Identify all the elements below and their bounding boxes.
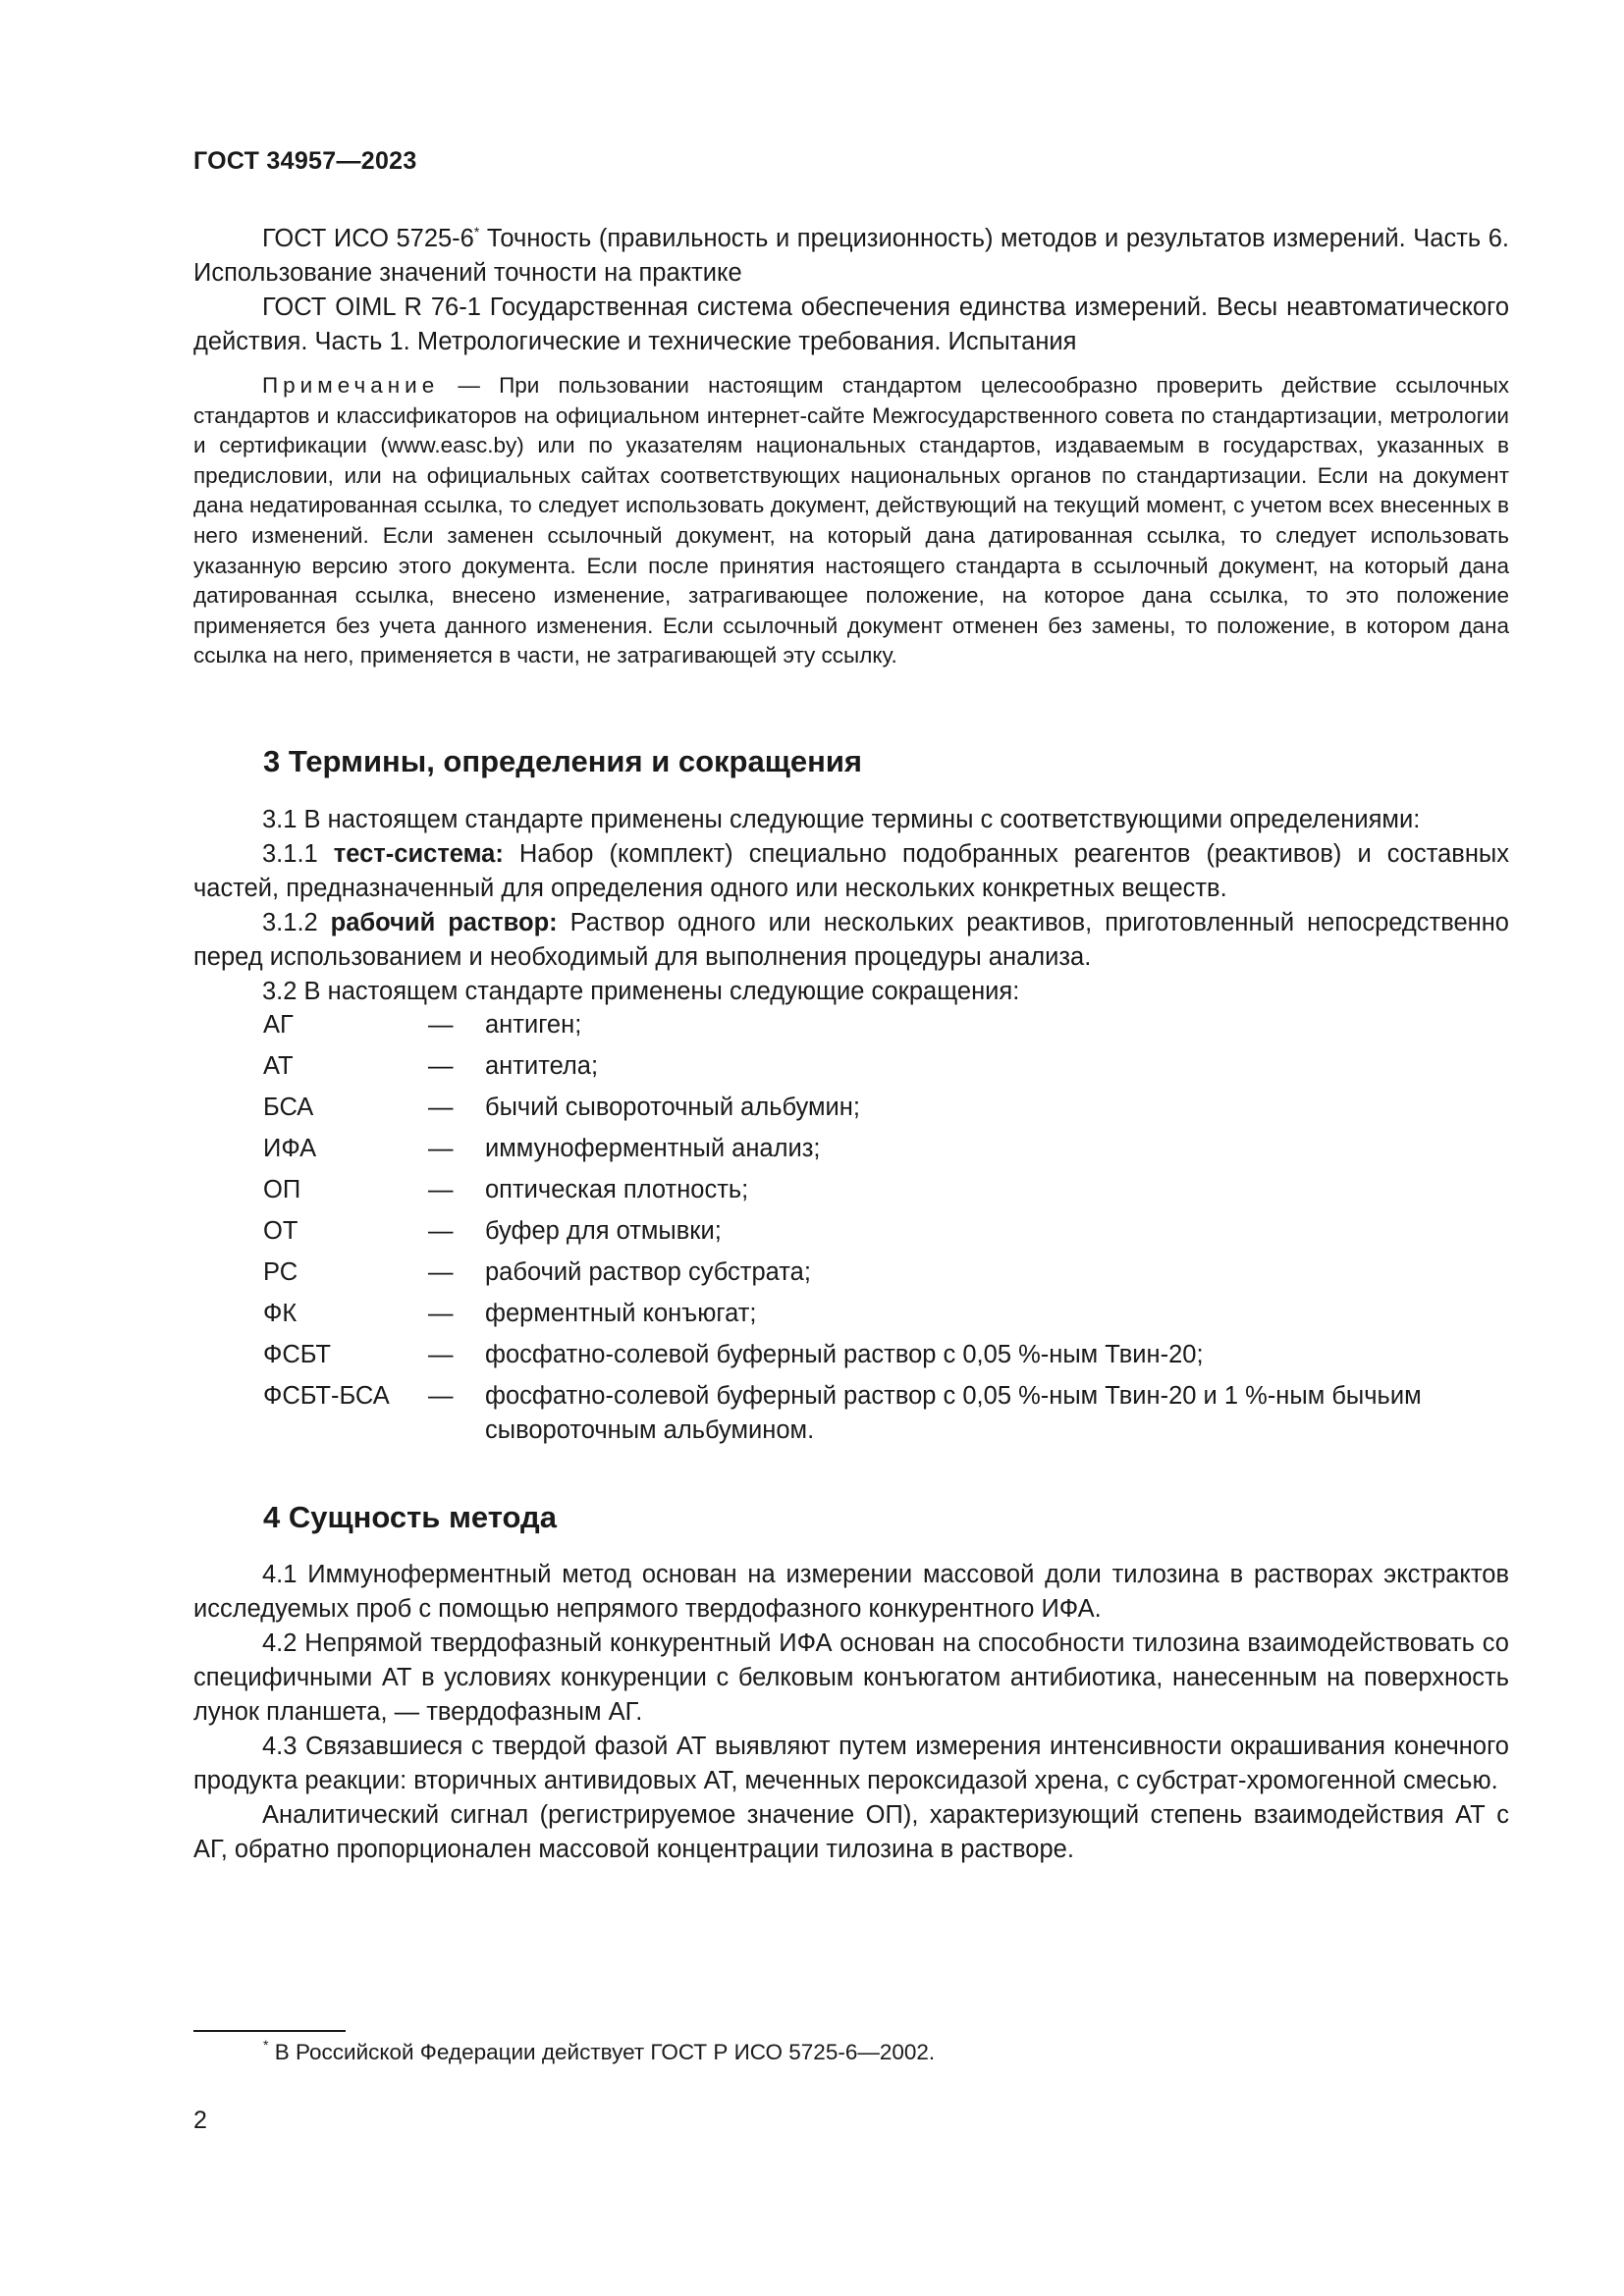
abbreviation-dash: — (428, 1382, 454, 1410)
abbreviation-row (263, 1008, 1520, 1042)
abbreviation-definition: фосфатно-солевой буферный раствор с 0,05 %-ным Твин-20 и 1 %-ным бычьим сывороточным альбумином. (485, 1382, 1422, 1444)
reference-code: ГОСТ ИСО 5725-6 (262, 225, 474, 252)
abbreviation-term: ФК (263, 1300, 298, 1327)
normative-references (193, 222, 1509, 359)
paragraph-4-4: Аналитический сигнал (регистрируемое значение ОП), характеризующий степень взаимодействия АТ с АГ, обратно пропорционален массовой концентрации тилозина в растворе. (193, 1801, 1509, 1863)
abbreviations-list (263, 1008, 1520, 1455)
section-4-title: 4 Сущность метода (263, 1500, 557, 1534)
paragraph-3-1-2: 3.1.2 рабочий раствор: Раствор одного или нескольких реактивов, приготовленный непосредственно перед использованием и необходимый для выполнения процедуры анализа. (193, 909, 1509, 971)
footnote-text: В Российской Федерации действует ГОСТ Р ИСО 5725-6—2002. (268, 2040, 936, 2064)
abbreviation-row (263, 1379, 1520, 1448)
paragraph-3-2: 3.2 В настоящем стандарте применены следующие сокращения: (262, 978, 1020, 1005)
abbreviation-term: ФСБТ-БСА (263, 1382, 390, 1410)
paragraph-4-1: 4.1 Иммуноферментный метод основан на измерении массовой доли тилозина в растворах экстрактов исследуемых проб с помощью непрямого твердофазного конкурентного ИФА. (193, 1561, 1509, 1623)
footnote-mark: * (473, 224, 480, 240)
abbreviation-definition: буфер для отмывки; (485, 1217, 722, 1245)
abbreviation-dash: — (428, 1176, 454, 1203)
abbreviation-definition: рабочий раствор субстрата; (485, 1258, 811, 1286)
paragraph-3-1: 3.1 В настоящем стандарте применены следующие термины с соответствующими определениями: (262, 806, 1421, 833)
reference-text: Точность (правильность и прецизионность) методов и результатов измерений. Часть 6. Использование значений точности на практике (193, 225, 1509, 287)
abbreviation-row (263, 1173, 1520, 1207)
abbreviation-definition: бычий сывороточный альбумин; (485, 1094, 860, 1121)
footnote-divider (193, 2030, 346, 2032)
abbreviation-row (263, 1255, 1520, 1290)
abbreviation-dash: — (428, 1052, 454, 1080)
page-number: 2 (193, 2107, 207, 2134)
abbreviation-definition: оптическая плотность; (485, 1176, 749, 1203)
abbreviation-term: ОТ (263, 1217, 298, 1245)
abbreviation-term: ИФА (263, 1135, 317, 1162)
paragraph-3-1-1: 3.1.1 тест-система: Набор (комплект) специально подобранных реагентов (реактивов) и составных частей, предназначенный для определения одного или нескольких конкретных веществ. (193, 840, 1509, 902)
abbreviation-row (263, 1091, 1520, 1125)
reference-item (193, 222, 1509, 291)
abbreviation-term: ОП (263, 1176, 301, 1203)
abbreviation-dash: — (428, 1258, 454, 1286)
abbreviation-dash: — (428, 1341, 454, 1368)
paragraph-4-3: 4.3 Связавшиеся с твердой фазой АТ выявляют путем измерения интенсивности окрашивания конечного продукта реакции: вторичных антивидовых АТ, меченных пероксидазой хрена, с субстрат-хромогенной смесью. (193, 1733, 1509, 1794)
abbreviation-dash: — (428, 1011, 454, 1039)
abbreviation-definition: фосфатно-солевой буферный раствор с 0,05 %-ным Твин-20; (485, 1341, 1204, 1368)
abbreviation-definition: иммуноферментный анализ; (485, 1135, 821, 1162)
note-text: — При пользовании настоящим стандартом целесообразно проверить действие ссылочных стандартов и классификаторов на официальном интернет-сайте Межгосударственного совета по стандартизации, метрологии и сертификации (www.easc.by) или по указателям национальных стандартов, издаваемым в государствах, указанных в предисловии, или на официальных сайтах соответствующих национальных органов по стандартизации. Если на документ дана недатированная ссылка, то следует использовать документ, действующий на текущий момент, с учетом всех внесенных в него изменений. Если заменен ссылочный документ, на который дана датированная ссылка, то следует использовать указанную версию этого документа. Если после принятия настоящего стандарта в ссылочный документ, на который дана датированная ссылка, внесено изменение, затрагивающее положение, на которое дана ссылка, то это положение применяется без учета данного изменения. Если ссылочный документ отменен без замены, то положение, в котором дана ссылка на него, применяется в части, не затрагивающей эту ссылку. (193, 373, 1509, 668)
abbreviation-dash: — (428, 1217, 454, 1245)
note-label: Примечание (262, 373, 440, 398)
abbreviation-dash: — (428, 1300, 454, 1327)
section-3-title: 3 Термины, определения и сокращения (263, 744, 862, 778)
abbreviation-definition: антитела; (485, 1052, 599, 1080)
abbreviation-row (263, 1297, 1520, 1331)
term: рабочий раствор: (330, 909, 558, 936)
note-block (193, 371, 1509, 671)
term: тест-система: (333, 840, 504, 868)
footnote (263, 2038, 935, 2067)
abbreviation-row (263, 1338, 1520, 1372)
section-3-body (193, 803, 1509, 1009)
abbreviation-definition: ферментный конъюгат; (485, 1300, 757, 1327)
document-header: ГОСТ 34957—2023 (193, 147, 417, 175)
abbreviation-row (263, 1049, 1520, 1084)
abbreviation-term: ФСБТ (263, 1341, 331, 1368)
abbreviation-row (263, 1132, 1520, 1166)
abbreviation-term: АТ (263, 1052, 294, 1080)
abbreviation-term: РС (263, 1258, 298, 1286)
abbreviation-term: АГ (263, 1011, 294, 1039)
abbreviation-dash: — (428, 1135, 454, 1162)
abbreviation-dash: — (428, 1094, 454, 1121)
abbreviation-row (263, 1214, 1520, 1249)
section-4-body (193, 1558, 1509, 1867)
footnote-mark: * (263, 2037, 269, 2053)
abbreviation-term: БСА (263, 1094, 314, 1121)
abbreviation-definition: антиген; (485, 1011, 582, 1039)
paragraph-4-2: 4.2 Непрямой твердофазный конкурентный ИФА основан на способности тилозина взаимодействовать со специфичными АТ в условиях конкуренции с белковым конъюгатом антибиотика, нанесенным на поверхность лунок планшета, — твердофазным АГ. (193, 1629, 1509, 1726)
reference-item: ГОСТ OIML R 76-1 Государственная система обеспечения единства измерений. Весы неавтоматического действия. Часть 1. Метрологические и технические требования. Испытания (193, 294, 1509, 355)
